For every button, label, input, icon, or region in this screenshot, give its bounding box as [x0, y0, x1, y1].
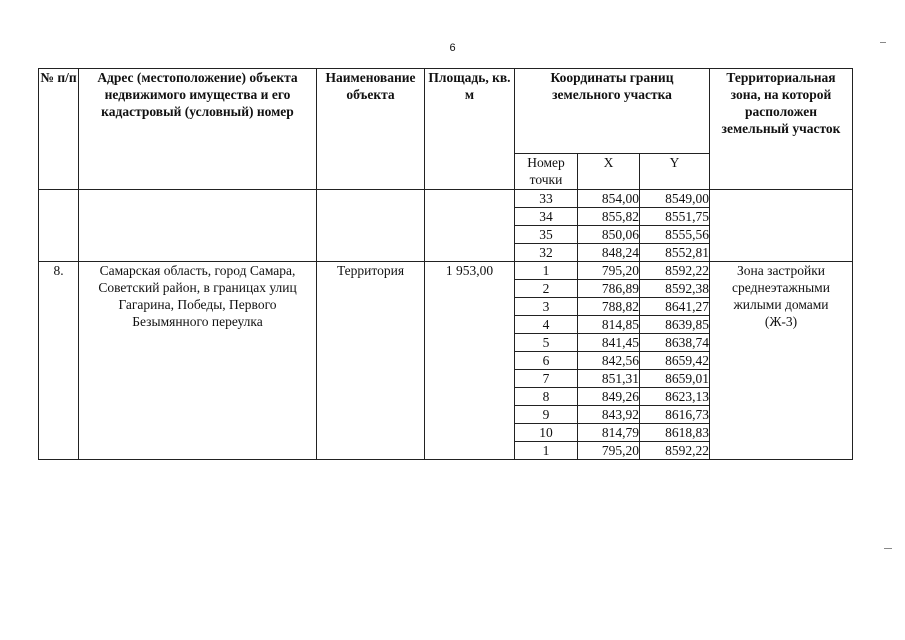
point-number: 1 [515, 262, 578, 280]
coord-x: 786,89 [578, 280, 640, 298]
entry-name: Территория [317, 262, 425, 460]
coord-x: 814,79 [578, 424, 640, 442]
coord-x: 854,00 [578, 190, 640, 208]
coord-x: 850,06 [578, 226, 640, 244]
empty-no [39, 190, 79, 262]
point-number: 32 [515, 244, 578, 262]
entry-number: 8. [39, 262, 79, 460]
header-no: № п/п [39, 69, 79, 190]
empty-name [317, 190, 425, 262]
coord-y: 8555,56 [640, 226, 710, 244]
coord-x: 855,82 [578, 208, 640, 226]
header-y: Y [640, 154, 710, 190]
point-number: 7 [515, 370, 578, 388]
empty-zone [710, 190, 853, 262]
point-number: 2 [515, 280, 578, 298]
coord-y: 8592,22 [640, 262, 710, 280]
coord-x: 849,26 [578, 388, 640, 406]
point-number: 5 [515, 334, 578, 352]
point-number: 1 [515, 442, 578, 460]
header-zone: Территориальная зона, на которой расположен земельный участок [710, 69, 853, 190]
coord-y: 8618,83 [640, 424, 710, 442]
point-number: 35 [515, 226, 578, 244]
coord-y: 8623,13 [640, 388, 710, 406]
coord-y: 8639,85 [640, 316, 710, 334]
coord-y: 8659,01 [640, 370, 710, 388]
coord-x: 841,45 [578, 334, 640, 352]
point-number: 34 [515, 208, 578, 226]
coord-y: 8641,27 [640, 298, 710, 316]
header-row [39, 69, 853, 154]
point-number: 10 [515, 424, 578, 442]
entry-zone: Зона застройки среднеэтажными жилыми домами (Ж-3) [710, 262, 853, 460]
coord-x: 795,20 [578, 442, 640, 460]
point-number: 33 [515, 190, 578, 208]
empty-address [79, 190, 317, 262]
land-plot-table [38, 68, 853, 460]
coord-y: 8592,22 [640, 442, 710, 460]
coord-y: 8552,81 [640, 244, 710, 262]
coord-y: 8551,75 [640, 208, 710, 226]
point-number: 3 [515, 298, 578, 316]
coord-y: 8638,74 [640, 334, 710, 352]
table-row [39, 262, 853, 280]
coord-x: 788,82 [578, 298, 640, 316]
scan-mark [880, 42, 886, 43]
coord-x: 795,20 [578, 262, 640, 280]
coord-x: 851,31 [578, 370, 640, 388]
header-coordinates: Координаты границ земельного участка [515, 69, 710, 154]
entry-area: 1 953,00 [425, 262, 515, 460]
header-area: Площадь, кв. м [425, 69, 515, 190]
coord-x: 848,24 [578, 244, 640, 262]
header-x: X [578, 154, 640, 190]
page-number: 6 [449, 42, 456, 54]
coord-x: 843,92 [578, 406, 640, 424]
point-number: 6 [515, 352, 578, 370]
coord-y: 8549,00 [640, 190, 710, 208]
coord-y: 8659,42 [640, 352, 710, 370]
entry-address: Самарская область, город Самара, Советский район, в границах улиц Гагарина, Победы, Первого Безымянного переулка [79, 262, 317, 460]
header-address: Адрес (местоположение) объекта недвижимого имущества и его кадастровый (условный) номер [79, 69, 317, 190]
table-row [39, 190, 853, 208]
coord-y: 8592,38 [640, 280, 710, 298]
coord-x: 842,56 [578, 352, 640, 370]
scan-mark [884, 548, 892, 549]
header-name: Наименование объекта [317, 69, 425, 190]
point-number: 9 [515, 406, 578, 424]
point-number: 4 [515, 316, 578, 334]
coord-x: 814,85 [578, 316, 640, 334]
coord-y: 8616,73 [640, 406, 710, 424]
header-point-number: Номер точки [515, 154, 578, 190]
point-number: 8 [515, 388, 578, 406]
empty-area [425, 190, 515, 262]
